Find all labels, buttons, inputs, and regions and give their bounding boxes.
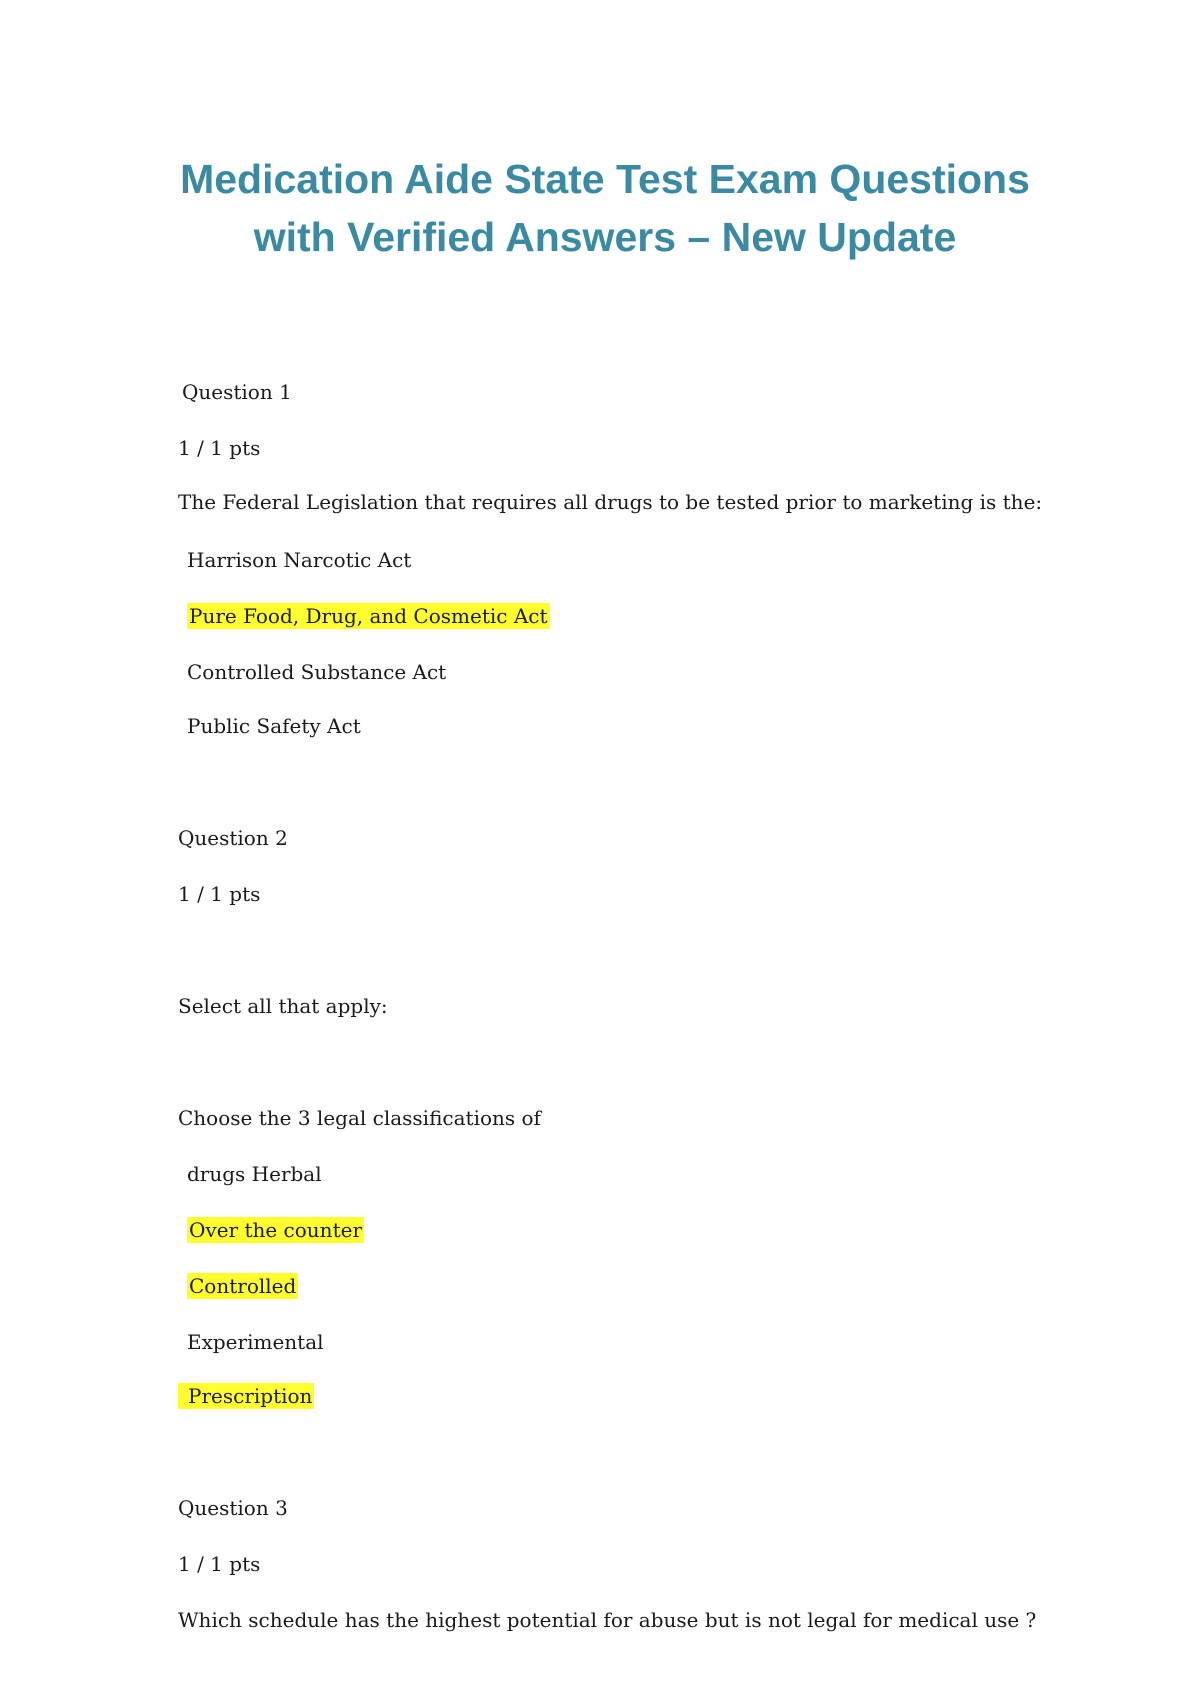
question-1-prompt: The Federal Legislation that requires all drugs to be tested prior to marketing is the:: [178, 490, 1043, 514]
question-1-label: Question 1: [182, 380, 292, 404]
question-2-option-3: [187, 1272, 298, 1300]
document-title: [0, 150, 1200, 266]
title-line-1: Medication Aide State Test Exam Questions: [180, 156, 1030, 202]
answer-highlight: Over the counter: [189, 1218, 362, 1242]
title-line-2: with Verified Answers – New Update: [253, 214, 957, 260]
question-2-instruction: Select all that apply:: [178, 994, 388, 1018]
question-2-label: Question 2: [178, 826, 288, 850]
answer-highlight: Controlled: [189, 1274, 297, 1298]
answer-highlight: Prescription: [178, 1383, 314, 1409]
question-3-label: Question 3: [178, 1496, 288, 1520]
question-1-option-3: Controlled Substance Act: [187, 660, 447, 684]
answer-highlight: Pure Food, Drug, and Cosmetic Act: [189, 604, 548, 628]
question-2-points: 1 / 1 pts: [178, 882, 261, 906]
question-1-option-2: [187, 602, 550, 630]
question-2-option-4: Experimental: [187, 1330, 324, 1354]
question-2-option-2: [187, 1216, 364, 1244]
question-2-prompt: Choose the 3 legal classifications of: [178, 1106, 541, 1130]
question-1-option-4: Public Safety Act: [187, 714, 361, 738]
question-2-option-5: [178, 1382, 314, 1410]
question-2-option-1: drugs Herbal: [187, 1162, 322, 1186]
question-1-option-1: Harrison Narcotic Act: [187, 548, 412, 572]
question-3-prompt: Which schedule has the highest potential for abuse but is not legal for medical use ?: [178, 1608, 1037, 1632]
question-3-points: 1 / 1 pts: [178, 1552, 261, 1576]
question-1-points: 1 / 1 pts: [178, 436, 261, 460]
